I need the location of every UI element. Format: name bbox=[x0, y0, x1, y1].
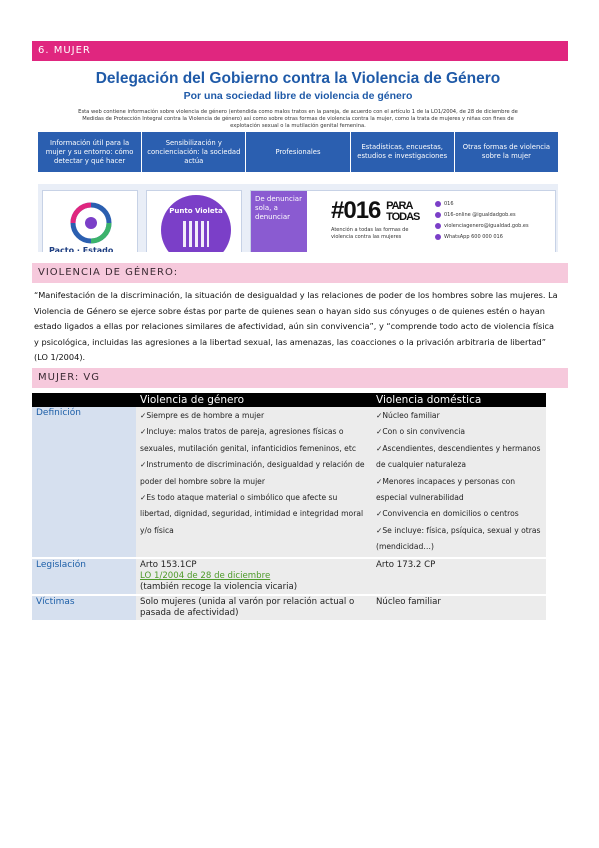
hashtag-subtitle: Atención a todas las formas de violencia contra las mujeres bbox=[331, 227, 409, 240]
contact-online: 016-online @igualdadgob.es bbox=[435, 210, 529, 221]
row-label-definicion: Definición bbox=[32, 407, 136, 558]
legislacion-vd: Arto 173.2 CP bbox=[372, 558, 546, 595]
banner-subtitle: Por una sociedad libre de violencia de género bbox=[183, 90, 413, 102]
banner-nav bbox=[38, 132, 558, 172]
definicion-vd-line: ✓Ascendientes, descendientes y hermanos bbox=[376, 443, 541, 453]
definicion-vd-line: ✓Menores incapaces y personas con bbox=[376, 476, 516, 486]
comparison-table bbox=[32, 393, 546, 620]
punto-violeta-badge bbox=[161, 195, 231, 252]
card2-label: Punto Violeta bbox=[169, 207, 223, 215]
card-punto-violeta[interactable] bbox=[146, 190, 242, 252]
phone-icon bbox=[435, 201, 441, 207]
victimas-vd: Núcleo familiar bbox=[372, 595, 546, 620]
definicion-vg-line: ✓Instrumento de discriminación, desigualdad y relación de bbox=[140, 460, 365, 470]
section-header-mujer-vg: MUJER: VG bbox=[32, 368, 568, 388]
card-pacto-estado[interactable] bbox=[42, 190, 138, 252]
definicion-vd-line: especial vulnerabilidad bbox=[376, 493, 464, 503]
definicion-vd-line: ✓Convivencia en domicilios o centros bbox=[376, 509, 519, 519]
section-header-mujer: 6. MUJER bbox=[32, 41, 568, 61]
definicion-vg-line: ✓Incluye: malos tratos de pareja, agresiones físicas o bbox=[140, 427, 344, 437]
victimas-vg: Solo mujeres (unida al varón por relación actual o pasada de afectividad) bbox=[136, 595, 372, 620]
row-label-legislacion: Legislación bbox=[32, 558, 136, 595]
contact-phone: 016 bbox=[435, 199, 529, 210]
whatsapp-icon bbox=[435, 234, 441, 240]
nav-item-info[interactable]: Información útil para la mujer y su entorno: cómo detectar y qué hacer bbox=[38, 132, 142, 172]
definicion-vd bbox=[372, 407, 546, 558]
definicion-vg-line: ✓Es todo ataque material o simbólico que afecte su bbox=[140, 493, 338, 503]
table-header-row bbox=[32, 393, 546, 407]
definicion-vd-line: ✓Se incluye: física, psíquica, sexual y otras bbox=[376, 525, 541, 535]
definicion-vd-line: de cualquier naturaleza bbox=[376, 460, 467, 470]
definition-paragraph: “Manifestación de la discriminación, la situación de desigualdad y las relaciones de poder de los hombres sobre las mujeres. La Violencia de Género se ejerce sobre éstas por parte de quienes sean o hayan sido sus cónyuges o de quienes estén o hayan estado ligados a ellas por relaciones similares de afectividad, aún sin convivencia”, y “comprende todo acto de violencia física y psicológica, incluidas las agresiones a la libertad sexual, las amenazas, las coacciones o la privación arbitraria de libertad” (LO 1/2004). bbox=[34, 290, 558, 363]
hashtag-side: PARA TODAS bbox=[386, 199, 420, 223]
definicion-vg-line: libertad, dignidad, seguridad, intimidad e integridad moral bbox=[140, 509, 364, 519]
chat-icon bbox=[435, 212, 441, 218]
row-label-victimas: Víctimas bbox=[32, 595, 136, 620]
header-violencia-domestica: Violencia doméstica bbox=[372, 393, 546, 407]
legislacion-vg bbox=[136, 558, 372, 595]
contact-email: violenciagenero@igualdad.gob.es bbox=[435, 221, 529, 232]
definicion-vd-line: ✓Núcleo familiar bbox=[376, 411, 440, 420]
header-empty bbox=[32, 393, 136, 407]
definicion-vg-line: y/o física bbox=[140, 525, 174, 535]
pacto-logo-icon bbox=[43, 191, 138, 252]
definicion-vd-line: (mendicidad…) bbox=[376, 542, 434, 552]
legislacion-vg-note: (también recoge la violencia vicaria) bbox=[140, 581, 298, 592]
card3-text: De denunciar sola, a denunciar bbox=[251, 191, 307, 252]
nav-item-profesionales[interactable]: Profesionales bbox=[246, 132, 350, 172]
card1-label: Pacto · Estado bbox=[49, 246, 114, 252]
definicion-vg-line: ✓Siempre es de hombre a mujer bbox=[140, 411, 265, 420]
definicion-vg-line: sexuales, mutilación genital, infanticidios femeninos, etc bbox=[140, 443, 357, 453]
table-row-victimas bbox=[32, 595, 546, 620]
banner-cards bbox=[38, 184, 558, 252]
delegacion-banner bbox=[38, 64, 558, 252]
banner-description: Esta web contiene información sobre violencia de género (entendida como malos tratos en la pareja, de acuerdo con el artículo 1 de la LO1/2004, de 28 de diciembre de Medidas de Protección Integral contra la Violencia de género) así como sobre otras formas de violencia contra la mujer, como la trata de mujeres y niñas con fines de explotación sexual o la mutilación genital femenina. bbox=[78, 109, 518, 129]
hashtag-text: #016 bbox=[331, 197, 381, 224]
definicion-vg-line: poder del hombre sobre la mujer bbox=[140, 476, 265, 486]
nav-item-sensibilizacion[interactable]: Sensibilización y concienciación: la sociedad actúa bbox=[142, 132, 246, 172]
definicion-vd-line: ✓Con o sin convivencia bbox=[376, 427, 466, 437]
nav-item-estadisticas[interactable]: Estadísticas, encuestas, estudios e investigaciones bbox=[351, 132, 455, 172]
contact-list bbox=[435, 199, 529, 243]
qr-code-icon bbox=[183, 221, 209, 247]
lo-2004-link[interactable]: LO 1/2004 de 28 de diciembre bbox=[140, 570, 271, 581]
table-row-legislacion bbox=[32, 558, 546, 595]
nav-item-otras-formas[interactable]: Otras formas de violencia sobre la mujer bbox=[462, 143, 551, 160]
definicion-vg bbox=[136, 407, 372, 558]
contact-whatsapp: WhatsApp 600 000 016 bbox=[435, 232, 529, 243]
section-header-vg: VIOLENCIA DE GÉNERO: bbox=[32, 263, 568, 283]
banner-title: Delegación del Gobierno contra la Violencia de Género bbox=[95, 70, 501, 87]
legislacion-vg-article: Arto 153.1CP bbox=[140, 559, 197, 570]
header-violencia-genero: Violencia de género bbox=[136, 393, 372, 407]
table-row-definicion bbox=[32, 407, 546, 558]
hashtag-016 bbox=[331, 197, 420, 225]
card-016[interactable] bbox=[250, 190, 556, 252]
mail-icon bbox=[435, 223, 441, 229]
